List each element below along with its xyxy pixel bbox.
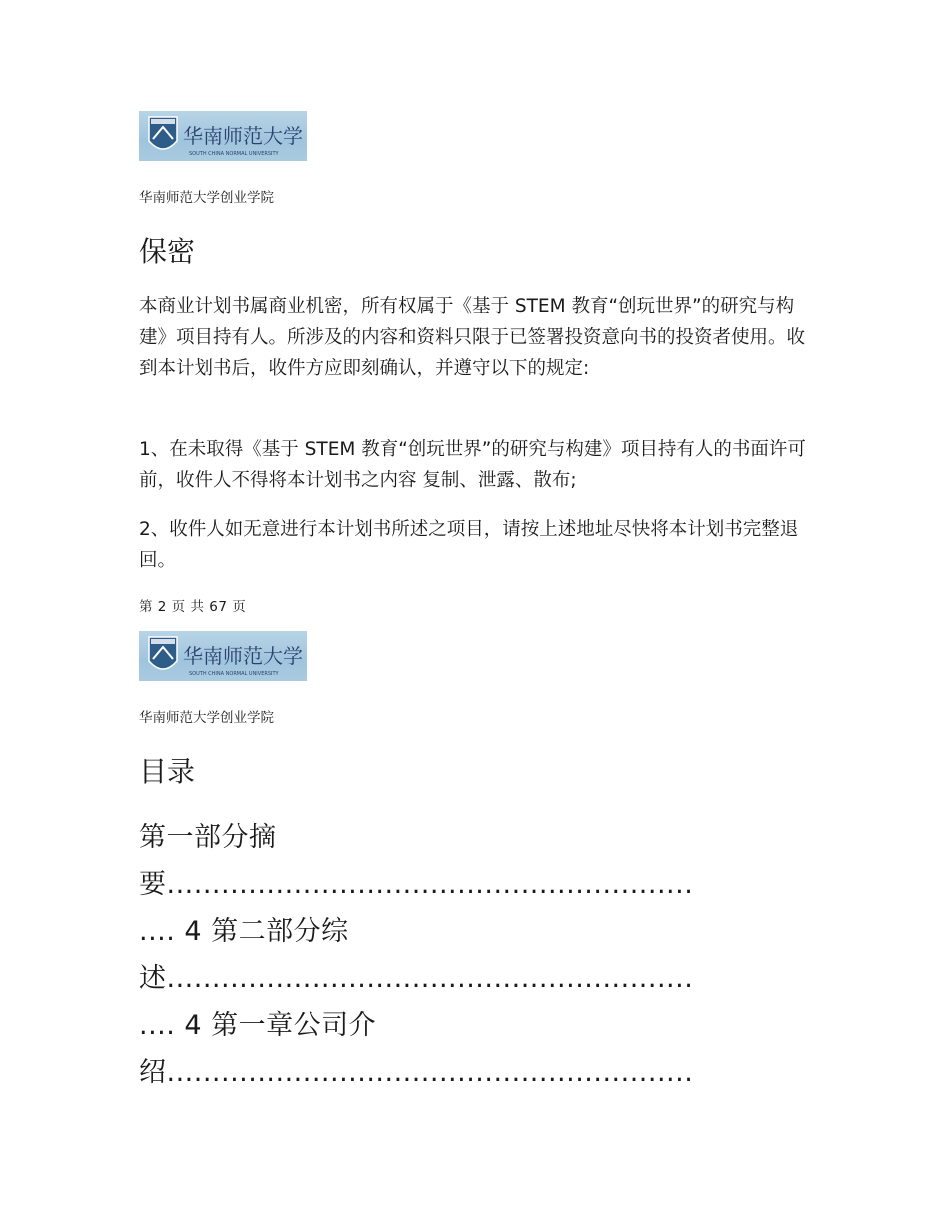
toc-heading: 目录 [139, 755, 196, 788]
university-logo [139, 111, 307, 161]
school-name: 华南师范大学创业学院 [139, 190, 274, 206]
toc-line[interactable]: 第一部分摘 [139, 822, 277, 853]
logo-name-en: SOUTH CHINA NORMAL UNIVERSITY [189, 151, 279, 157]
school-name: 华南师范大学创业学院 [139, 710, 274, 726]
logo-name-cn: 华南师范大学 [183, 124, 303, 148]
page-number: 第 2 页 共 67 页 [139, 599, 247, 615]
confidential-paragraph: 本商业计划书属商业机密，所有权属于《基于 STEM 教育“创玩世界”的研究与构建》项目持有人。所涉及的内容和资料只限于已签署投资意向书的投资者使用。收到本计划书后，收件方应即刻确认，并遵守以下的规定: [139, 296, 806, 379]
logo-name-cn: 华南师范大学 [183, 644, 303, 668]
toc-line[interactable]: 述.......................................................... [139, 963, 694, 994]
toc-line[interactable]: 绍.......................................................... [139, 1057, 694, 1088]
university-logo [139, 631, 307, 681]
toc-line[interactable]: .... 4 第一章公司介 [139, 1010, 377, 1041]
emblem-icon [149, 117, 177, 149]
toc-line[interactable]: 要.......................................................... [139, 869, 694, 900]
rule-1-paragraph: 1、在未取得《基于 STEM 教育“创玩世界”的研究与构建》项目持有人的书面许可前，收件人不得将本计划书之内容 复制、泄露、散布; [139, 439, 806, 491]
toc-line[interactable]: .... 4 第二部分综 [139, 916, 349, 947]
emblem-icon [149, 637, 177, 669]
confidential-heading: 保密 [139, 235, 196, 268]
logo-name-en: SOUTH CHINA NORMAL UNIVERSITY [189, 671, 279, 677]
rule-2-paragraph: 2、收件人如无意进行本计划书所述之项目，请按上述地址尽快将本计划书完整退回。 [139, 519, 799, 571]
